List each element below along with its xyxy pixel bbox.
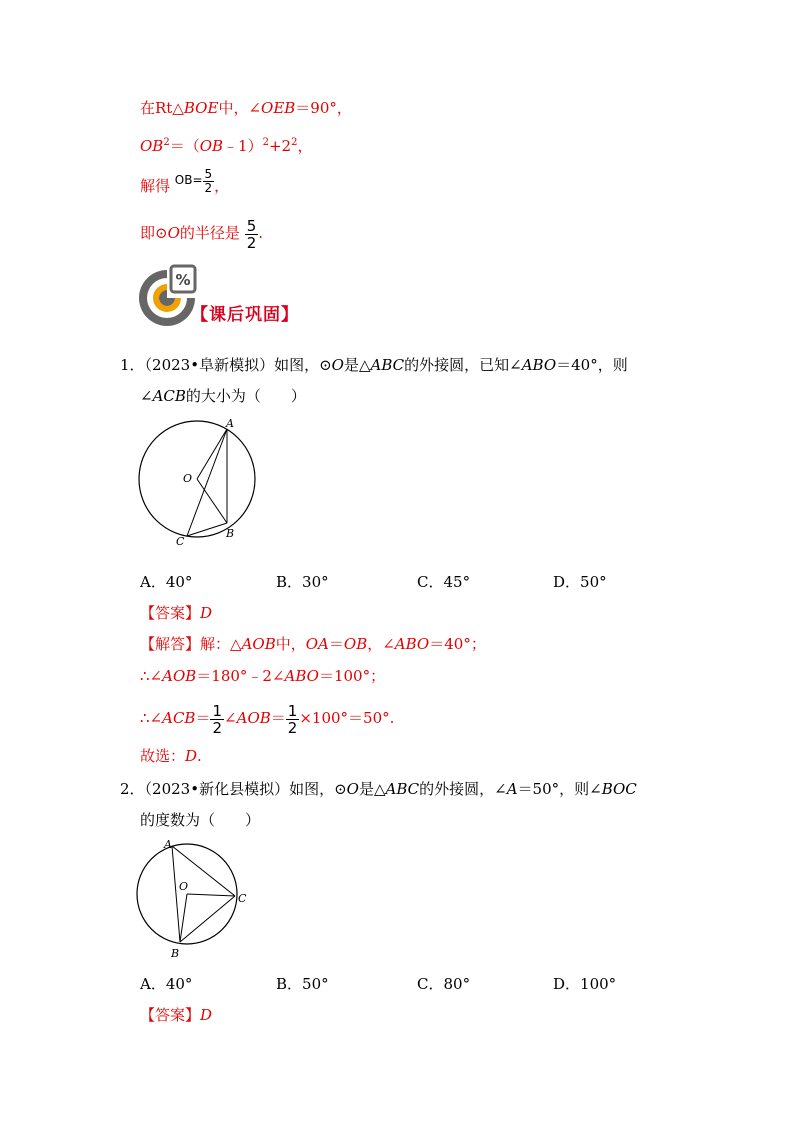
q1-stem-line-1: 1．（2023•阜新模拟）如图，⊙O是△ABC的外接圆，已知∠ABO＝40°，则 [120, 356, 628, 374]
q1-label-B: B [226, 527, 235, 540]
section-title: 【课后巩固】 [191, 305, 299, 325]
fraction: $\frac{5}{2}$ [204, 166, 213, 195]
fraction: $\frac{1}{2}$ [287, 701, 298, 737]
prev-solution-line-3: 解得 $^{OB=}$ $\frac{5}{2}$ ， [140, 166, 230, 195]
q2-option-a[interactable]: A．40° [140, 975, 193, 993]
q1-stem-line-2: ∠ACB的大小为（ ） [140, 387, 306, 405]
q2-segment-OB [180, 894, 187, 942]
q2-stem-line-2: 的度数为（ ） [140, 811, 261, 829]
q1-label-C: C [176, 535, 185, 548]
fraction: $\frac{1}{2}$ [212, 701, 223, 737]
q2-label-C: C [238, 892, 247, 905]
q2-option-d[interactable]: D．100° [553, 975, 617, 993]
q2-segment-OC [187, 894, 235, 896]
q2-label-A: A [164, 838, 172, 851]
q1-label-O: O [183, 472, 193, 485]
q1-option-d[interactable]: D．50° [553, 573, 607, 591]
q1-option-c[interactable]: C．45° [417, 573, 471, 591]
q1-answer: 【答案】D [140, 604, 213, 622]
q1-circle-figure [130, 410, 270, 550]
q1-option-b[interactable]: B．30° [276, 573, 329, 591]
q2-label-O: O [179, 880, 189, 893]
prev-solution-line-2: $OB^2=(OB﹣1)^2+2^2$， [140, 137, 313, 155]
q2-stem-line-1: 2．（2023•新化县模拟）如图，⊙O是△ABC的外接圆，∠A＝50°，则∠BOC [120, 780, 637, 798]
q1-solution-line-3: ∴∠ACB＝ $\frac{1}{2}$ ∠AOB＝ $\frac{1}{2}$ ×100°＝50°. [140, 701, 395, 737]
fraction: $\frac{5}{2}$ [246, 216, 257, 252]
prev-solution-line-1: 在Rt△BOE中，∠OEB＝90°， [140, 99, 352, 117]
q1-segment-AC [187, 429, 227, 536]
q2-option-b[interactable]: B．50° [276, 975, 329, 993]
q1-solution-line-1: 【解答】解：△AOB中，OA＝OB，∠ABO＝40°； [140, 635, 486, 653]
q1-option-a[interactable]: A．40° [140, 573, 193, 591]
prev-solution-line-4: 即⊙O的半径是 $\frac{5}{2}$ . [140, 216, 264, 252]
q1-solution-line-2: ∴∠AOB＝180°﹣2∠ABO＝100°； [140, 667, 386, 685]
q1-solution-line-4: 故选：D. [140, 747, 202, 765]
q2-circle-figure [130, 834, 260, 964]
q1-segment-CB [187, 523, 227, 536]
q1-label-A: A [226, 417, 234, 430]
svg-text:%: % [175, 271, 191, 289]
q2-label-B: B [171, 947, 180, 960]
section-banner [135, 262, 305, 330]
q1-segment-OB [197, 479, 227, 523]
q2-segment-BC [180, 896, 235, 942]
q1-segment-OA [197, 429, 227, 479]
q2-segment-AB [172, 846, 180, 942]
q2-option-c[interactable]: C．80° [417, 975, 471, 993]
q2-answer: 【答案】D [140, 1006, 213, 1024]
